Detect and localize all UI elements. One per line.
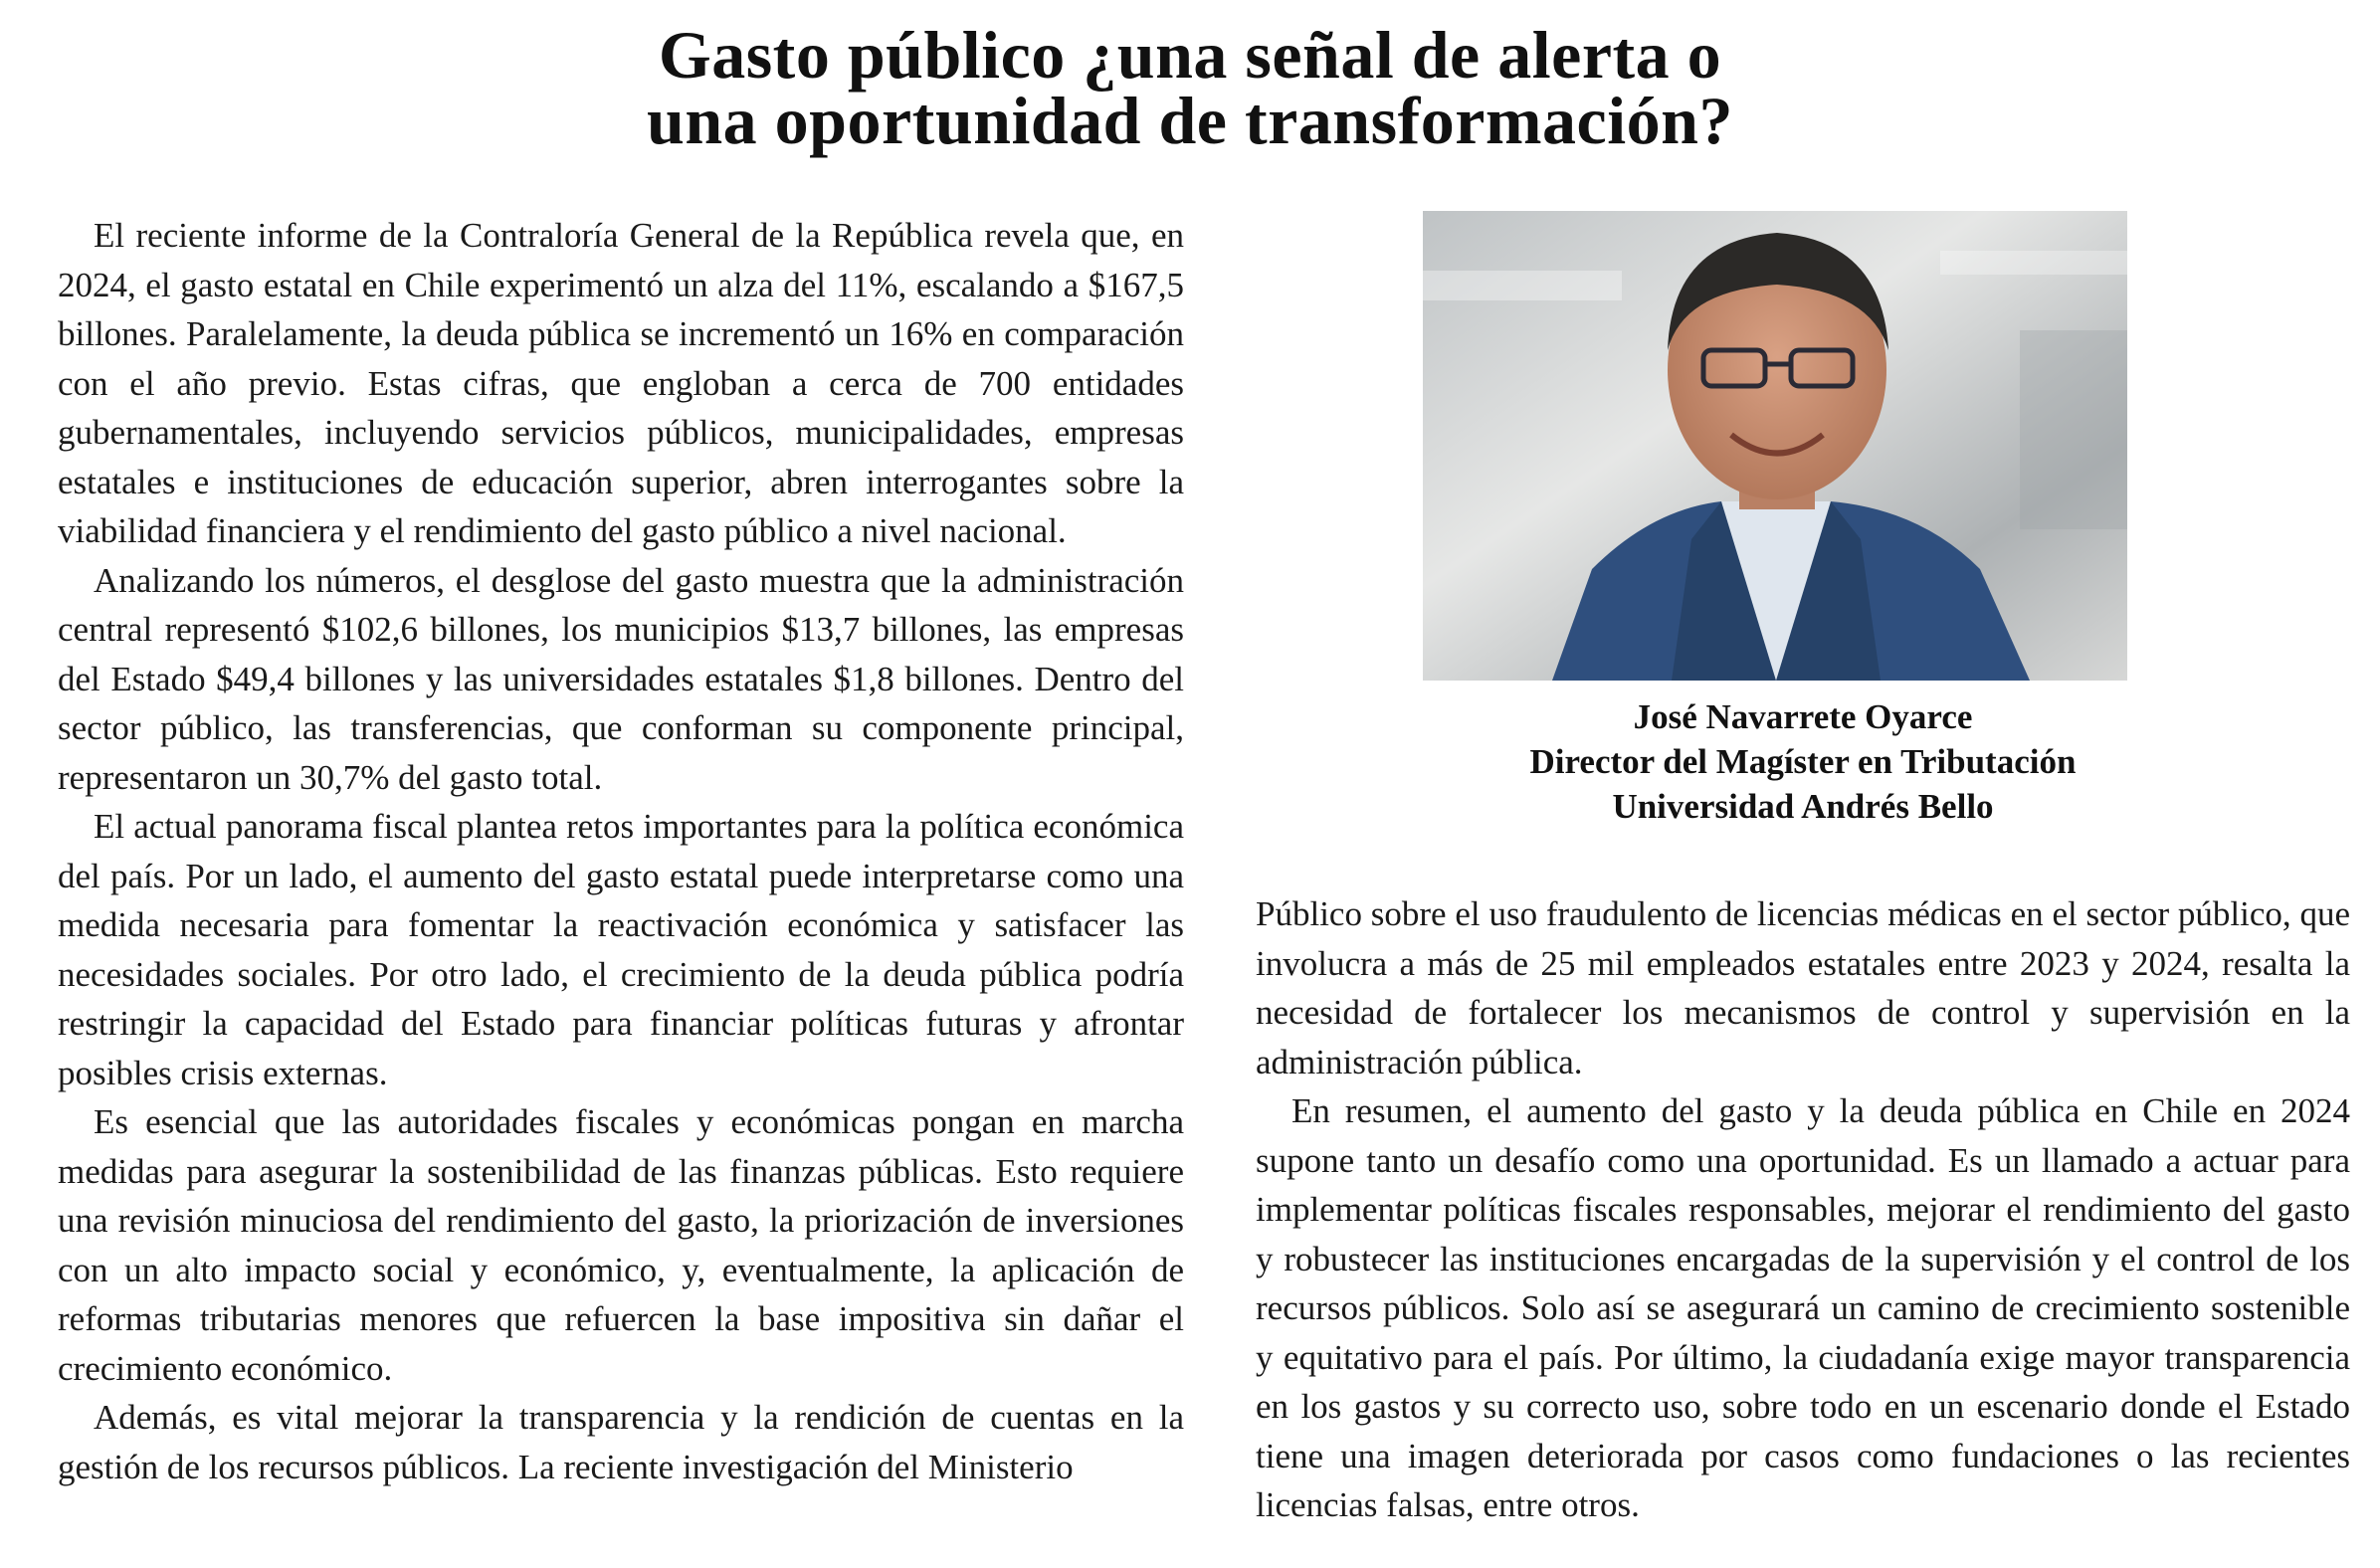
author-caption [1256, 694, 2350, 829]
article-paragraph: Es esencial que las autoridades fiscales y económicas pongan en marcha medidas para asegurar la sostenibilidad de las finanzas públicas. Esto requiere una revisión minuciosa del rendimiento del gasto, la priorización de inversiones con un alto impacto social y económico, y, eventualmente, la aplicación de reformas tributarias menores que refuercen la base impositiva sin dañar el crecimiento económico. [58, 1102, 1184, 1388]
article-paragraph: Analizando los números, el desglose del gasto muestra que la administración central representó $102,6 billones, los municipios $13,7 billones, las empresas del Estado $49,4 billones y las universidades estatales $1,8 billones. Dentro del sector público, las transferencias, que conforman su componente principal, representaron un 30,7% del gasto total. [58, 560, 1184, 797]
article-paragraph: En resumen, el aumento del gasto y la deuda pública en Chile en 2024 supone tanto un desafío como una oportunidad. Es un llamado a actuar para implementar políticas fiscales responsables, mejorar el rendimiento del gasto y robustecer las instituciones encargadas de la supervisión y el control de los recursos públicos. Solo así se asegurará un camino de crecimiento sostenible y equitativo para el país. Por último, la ciudadanía exige mayor transparencia en los gastos y su correcto uso, sobre todo en un escenario donde el Estado tiene una imagen deteriorada por casos como fundaciones o las recientes licencias falsas, entre otros. [1256, 1091, 2350, 1524]
article-paragraph: Público sobre el uso fraudulento de licencias médicas en el sector público, que involucra a más de 25 mil empleados estatales entre 2023 y 2024, resalta la necesidad de fortalecer los mecanismos de control y supervisión en la administración pública. [1256, 894, 2350, 1081]
author-role: Director del Magíster en Tributación [1529, 742, 2077, 781]
article-headline [0, 17, 2380, 158]
author-name: José Navarrete Oyarce [1633, 697, 1973, 736]
headline-line-2: una oportunidad de transformación? [647, 83, 1733, 158]
article-paragraph: El actual panorama fiscal plantea retos importantes para la política económica del país. Por un lado, el aumento del gasto estatal puede interpretarse como una medida necesaria para fomentar la reactivación económica y satisfacer las necesidades sociales. Por otro lado, el crecimiento de la deuda pública podría restringir la capacidad del Estado para financiar políticas futuras y afrontar posibles crisis externas. [58, 807, 1184, 1092]
article-column-right [1256, 889, 2350, 1530]
article-paragraph: El reciente informe de la Contraloría General de la República revela que, en 2024, el gasto estatal en Chile experimentó un alza del 11%, escalando a $167,5 billones. Paralelamente, la deuda pública se incrementó un 16% en comparación con el año previo. Estas cifras, que engloban a cerca de 700 entidades gubernamentales, incluyendo servicios públicos, municipalidades, empresas estatales e instituciones de educación superior, abren interrogantes sobre la viabilidad financiera y el rendimiento del gasto público a nivel nacional. [58, 216, 1184, 550]
article-column-left [58, 211, 1184, 1491]
headline-line-1: Gasto público ¿una señal de alerta o [658, 17, 1722, 93]
author-institution: Universidad Andrés Bello [1612, 787, 1994, 826]
author-portrait-photo [1423, 211, 2127, 681]
article-paragraph: Además, es vital mejorar la transparencia y la rendición de cuentas en la gestión de los recursos públicos. La reciente investigación del Ministerio [58, 1398, 1184, 1486]
